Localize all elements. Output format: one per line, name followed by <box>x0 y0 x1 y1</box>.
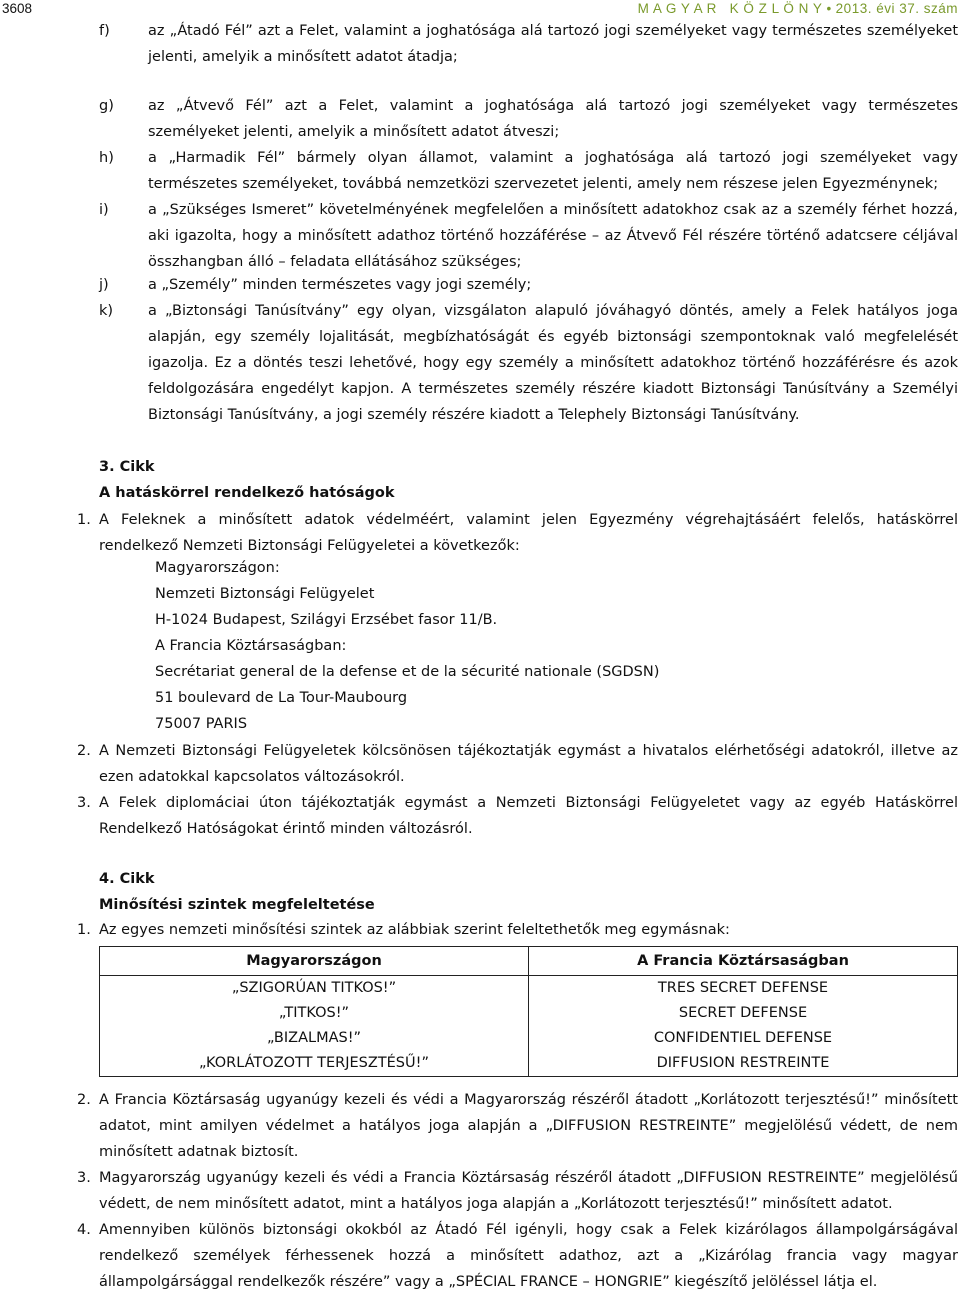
paragraph-text: A Nemzeti Biztonsági Felügyeletek kölcsönösen tájékoztatják egymást a hivatalos elérhetőségi adatokról, illetve az ezen adatokkal kapcsolatos változásokról. <box>99 743 958 785</box>
header-bullet: • <box>826 1 832 16</box>
definition-k <box>0 298 960 428</box>
definition-i <box>0 197 960 275</box>
article-4-paragraph-1 <box>0 917 960 943</box>
paragraph-number: 4. <box>77 1222 91 1238</box>
table-cell: SECRET DEFENSE <box>529 1001 958 1026</box>
definition-text: az „Átvevő Fél” azt a Felet, valamint a joghatósága alá tartozó jogi személyeket vagy természetes személyeket jelenti, amelyik a minősített adatot átveszi; <box>148 98 958 140</box>
table-header-hungary: Magyarországon <box>100 947 529 976</box>
definition-text: a „Szükséges Ismeret” követelményének megfelelően a minősített adatokhoz csak az a személy férhet hozzá, aki igazolta, hogy a minősített adathoz történő hozzáférése – az Átvevő Fél részére történő adatcsere céljával összhangban álló – feladata ellátásához szükséges; <box>148 202 958 270</box>
table-cell: „TITKOS!” <box>100 1001 529 1026</box>
definition-j <box>0 272 960 298</box>
paragraph-text: A Feleknek a minősített adatok védelméért, valamint jelen Egyezmény végrehajtásáért felelős, hatáskörrel rendelkező Nemzeti Biztonsági Felügyeletei a következők: <box>99 512 958 554</box>
table-cell: „BIZALMAS!” <box>100 1026 529 1051</box>
address-line: A Francia Köztársaságban: <box>155 638 347 654</box>
address-line: Nemzeti Biztonsági Felügyelet <box>155 586 375 602</box>
paragraph-text: Amennyiben különös biztonsági okokból az Átadó Fél igényli, hogy csak a Felek kizárólagos állampolgárságával rendelkező személyek férhessenek hozzá a minősített adathoz, azt a „Kizárólag francia vagy magyar állampolgársággal rendelkezők részére” vagy a „SPÉCIAL FRANCE – HONGRIE” kiegészítő jelöléssel látja el. <box>99 1222 958 1290</box>
article-4-paragraph-2 <box>0 1087 960 1165</box>
address-line: 51 boulevard de La Tour-Maubourg <box>155 690 408 706</box>
article-3-paragraph-1 <box>0 507 960 559</box>
definition-label: f) <box>99 23 110 39</box>
definition-f <box>0 18 960 70</box>
table-cell: „SZIGORÚAN TITKOS!” <box>100 976 529 1002</box>
running-header <box>0 0 960 20</box>
definition-label: i) <box>99 202 109 218</box>
paragraph-text: Az egyes nemzeti minősítési szintek az alábbiak szerint feleltethetők meg egymásnak: <box>99 922 730 938</box>
journal-title <box>638 1 958 16</box>
article-4-number: 4. Cikk <box>99 871 155 887</box>
table-cell: DIFFUSION RESTREINTE <box>529 1051 958 1077</box>
table-row <box>100 1001 958 1026</box>
paragraph-number: 1. <box>77 512 91 528</box>
article-4-paragraph-3 <box>0 1165 960 1217</box>
article-4-title: Minősítési szintek megfeleltetése <box>99 897 375 913</box>
definition-h <box>0 145 960 197</box>
table-row <box>100 976 958 1002</box>
paragraph-number: 3. <box>77 1170 91 1186</box>
paragraph-text: A Francia Köztársaság ugyanúgy kezeli és védi a Magyarország részéről átadott „Korlátozott terjesztésű!” minősített adatot, mint amilyen védelmet a hatályos joga alapján a „DIFFUSION RESTREINTE” megjelölésű védett, de nem minősített adatnak biztosít. <box>99 1092 958 1160</box>
authority-address-block <box>155 555 659 737</box>
definition-label: j) <box>99 277 109 293</box>
definition-label: h) <box>99 150 114 166</box>
article-3-title: A hatáskörrel rendelkező hatóságok <box>99 485 395 501</box>
definition-text: a „Személy” minden természetes vagy jogi személy; <box>148 277 532 293</box>
paragraph-number: 2. <box>77 743 91 759</box>
table-cell: „KORLÁTOZOTT TERJESZTÉSŰ!” <box>100 1051 529 1077</box>
article-3-number: 3. Cikk <box>99 459 155 475</box>
table-row <box>100 1051 958 1077</box>
paragraph-number: 2. <box>77 1092 91 1108</box>
issue-label: 2013. évi 37. szám <box>835 1 958 16</box>
page-number: 3608 <box>2 1 33 16</box>
address-line: H-1024 Budapest, Szilágyi Erzsébet fasor 11/B. <box>155 612 498 628</box>
article-3-paragraph-3 <box>0 790 960 842</box>
definition-text: a „Harmadik Fél” bármely olyan államot, valamint a joghatósága alá tartozó jogi személyeket vagy természetes személyeket, továbbá nemzetközi szervezetet jelenti, amely nem részese jelen Egyezménynek; <box>148 150 958 192</box>
table-row <box>100 1026 958 1051</box>
table-cell: TRES SECRET DEFENSE <box>529 976 958 1002</box>
address-line: 75007 PARIS <box>155 716 248 732</box>
definition-text: az „Átadó Fél” azt a Felet, valamint a joghatósága alá tartozó jogi személyeket vagy természetes személyeket jelenti, amelyik a minősített adatot átadja; <box>148 23 958 65</box>
table-cell: CONFIDENTIEL DEFENSE <box>529 1026 958 1051</box>
definition-label: g) <box>99 98 114 114</box>
article-3-paragraph-2 <box>0 738 960 790</box>
address-line: Magyarországon: <box>155 560 280 576</box>
paragraph-text: Magyarország ugyanúgy kezeli és védi a Francia Köztársaság részéről átadott „DIFFUSION RESTREINTE” megjelölésű védett, de nem minősített adatot, mint a hatályos joga alapján a „Korlátozott terjesztésű!” minősített adatot. <box>99 1170 958 1212</box>
table-header-row <box>100 947 958 976</box>
article-4-paragraph-4 <box>0 1217 960 1291</box>
definition-g <box>0 93 960 145</box>
paragraph-number: 3. <box>77 795 91 811</box>
paragraph-number: 1. <box>77 922 91 938</box>
journal-name: M A G Y A R K Ö Z L Ö N Y <box>637 1 823 16</box>
definition-label: k) <box>99 303 114 319</box>
address-line: Secrétariat general de la defense et de la sécurité nationale (SGDSN) <box>155 664 660 680</box>
classification-equivalence-table <box>99 946 958 1077</box>
paragraph-text: A Felek diplomáciai úton tájékoztatják egymást a Nemzeti Biztonsági Felügyeletet vagy az egyéb Hatáskörrel Rendelkező Hatóságokat érintő minden változásról. <box>99 795 958 837</box>
definition-text: a „Biztonsági Tanúsítvány” egy olyan, vizsgálaton alapuló jóváhagyó döntés, amely a Felek hatályos joga alapján, egy személy lojalitását, megbízhatóságát és egyéb biztonsági szempontoknak való megfelelését igazolja. Ez a döntés teszi lehetővé, hogy egy személy a minősített adatokhoz történő hozzáférésre és azok feldolgozására engedélyt kapjon. A természetes személy részére kiadott Biztonsági Tanúsítvány a Személyi Biztonsági Tanúsítvány, a jogi személy részére kiadott a Telephely Biztonsági Tanúsítvány. <box>148 303 958 423</box>
table-header-france: A Francia Köztársaságban <box>529 947 958 976</box>
